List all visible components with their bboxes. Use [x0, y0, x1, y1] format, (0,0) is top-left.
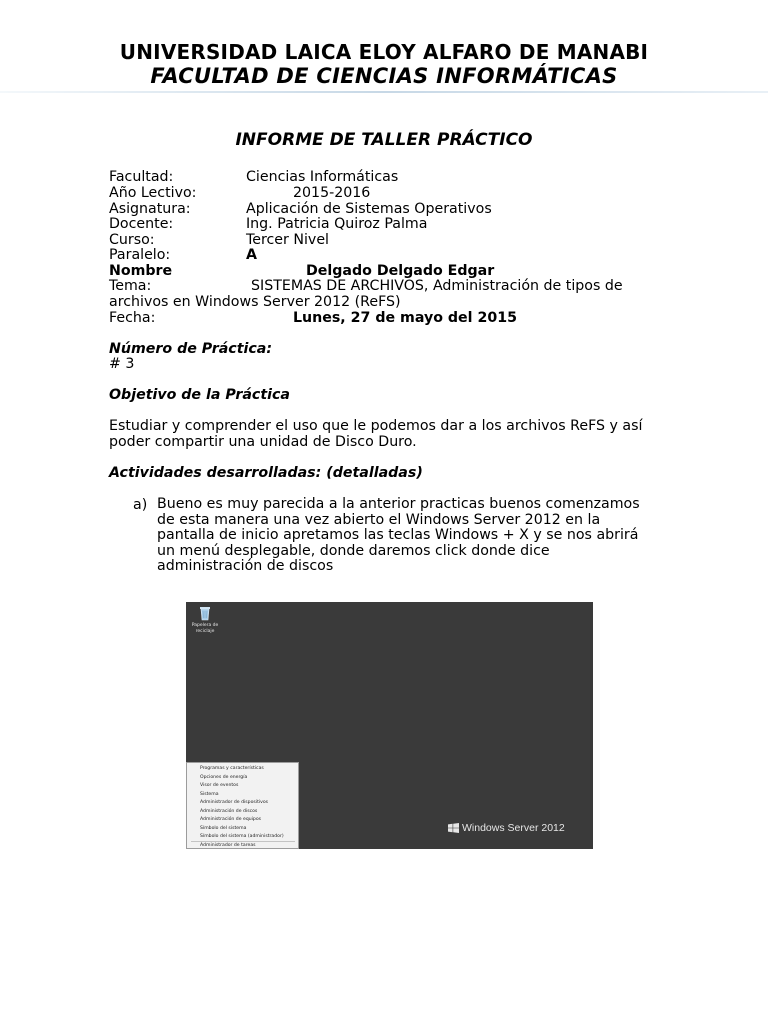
recycle-bin-icon — [199, 605, 211, 621]
facultad-value: Ciencias Informáticas — [246, 169, 399, 185]
nombre-value: Delgado Delgado Edgar — [306, 263, 495, 279]
menu-item-power: Opciones de energía — [200, 774, 248, 780]
fecha-label: Fecha: — [109, 310, 156, 326]
menu-item-computer-management: Administración de equipos — [200, 817, 262, 822]
paralelo-label: Paralelo: — [109, 247, 171, 263]
tema-value-line1: SISTEMAS DE ARCHIVOS, Administración de tipos de — [251, 278, 623, 294]
activity-a-line-1: Bueno es muy parecida a la anterior practicas buenos comenzamos — [157, 496, 640, 512]
windows-server-screenshot — [186, 602, 593, 849]
fecha-value: Lunes, 27 de mayo del 2015 — [293, 310, 517, 326]
activity-a-marker: a) — [133, 497, 148, 513]
activity-a-line-3: pantalla de inicio apretamos las teclas Windows + X y se nos abrirá — [157, 527, 639, 543]
paralelo-value: A — [246, 247, 257, 263]
windows-logo-icon — [448, 823, 459, 833]
activity-a-line-2: de esta manera una vez abierto el Windows Server 2012 en la — [157, 512, 601, 528]
menu-item-device-manager: Administrador de dispositivos — [200, 800, 269, 805]
asignatura-label: Asignatura: — [109, 201, 191, 217]
objective-line-2: poder compartir una unidad de Disco Duro. — [109, 434, 417, 450]
activity-a-line-4: un menú desplegable, donde daremos click donde dice — [157, 543, 550, 559]
menu-separator — [191, 841, 295, 842]
menu-item-programs: Programas y características — [200, 766, 264, 771]
nombre-label: Nombre — [109, 263, 173, 279]
faculty-title: FACULTAD DE CIENCIAS INFORMÁTICAS — [150, 64, 618, 88]
facultad-label: Facultad: — [109, 169, 174, 185]
header-divider — [0, 91, 768, 93]
recycle-bin-label: Papelera de reciclaje — [191, 623, 219, 634]
docente-value: Ing. Patricia Quiroz Palma — [246, 216, 428, 232]
practice-number-value: # 3 — [109, 356, 135, 372]
anio-label: Año Lectivo: — [109, 185, 197, 201]
tema-value-line2: archivos en Windows Server 2012 (ReFS) — [109, 294, 401, 310]
menu-item-task-manager: Administrador de tareas — [200, 843, 256, 848]
activity-a-line-5: administración de discos — [157, 558, 334, 574]
tema-label: Tema: — [109, 278, 152, 294]
menu-item-command-prompt-admin: Símbolo del sistema (administrador) — [200, 834, 284, 839]
curso-value: Tercer Nivel — [246, 232, 329, 248]
menu-item-event-viewer: Visor de eventos — [200, 783, 239, 788]
asignatura-value: Aplicación de Sistemas Operativos — [246, 201, 492, 217]
windows-server-brand: Windows Server 2012 — [462, 822, 565, 834]
activities-heading: Actividades desarrolladas: (detalladas) — [109, 465, 423, 481]
menu-item-disk-management: Administración de discos — [200, 808, 258, 814]
winx-context-menu — [186, 762, 299, 849]
anio-value: 2015-2016 — [293, 185, 371, 201]
report-title: INFORME DE TALLER PRÁCTICO — [235, 130, 533, 150]
menu-item-command-prompt: Símbolo del sistema — [200, 825, 247, 831]
curso-label: Curso: — [109, 232, 155, 248]
objective-heading: Objetivo de la Práctica — [109, 387, 290, 403]
objective-line-1: Estudiar y comprender el uso que le podemos dar a los archivos ReFS y así — [109, 418, 643, 434]
university-title: UNIVERSIDAD LAICA ELOY ALFARO DE MANABI — [119, 40, 649, 64]
menu-item-system: Sistema — [200, 791, 219, 797]
practice-number-heading: Número de Práctica: — [109, 341, 273, 357]
docente-label: Docente: — [109, 216, 174, 232]
